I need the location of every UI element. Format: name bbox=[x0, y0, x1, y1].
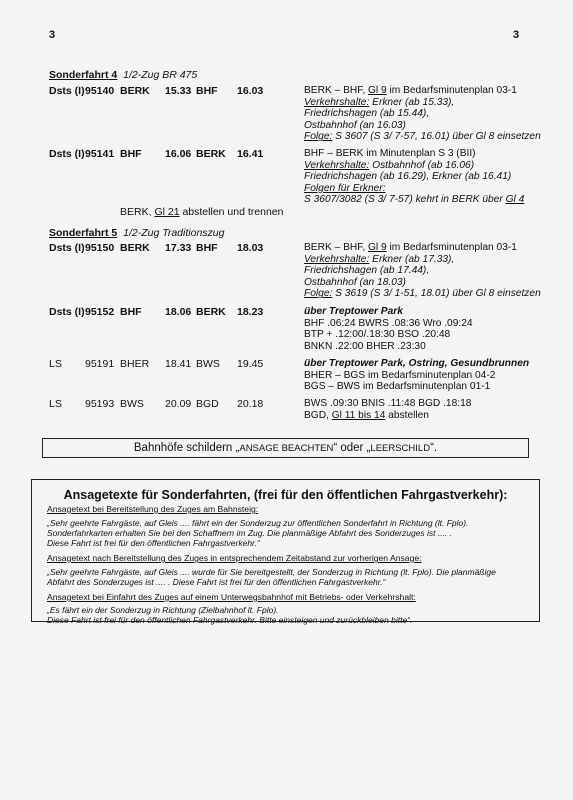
train-number: 95140 bbox=[85, 85, 115, 97]
to-station: BGD bbox=[196, 398, 219, 410]
row-remarks: BERK – BHF, Gl 9 im Bedarfsminutenplan 03-1 Verkehrshalte: Erkner (ab 17.33), Friedrichshagen (ab 17.44), Ostbahnhof (an 18.03) Folge: S 3619 (S 3/ 1-51, 18.01) über Gl 8 einsetzen bbox=[304, 242, 541, 300]
arrival-time: 16.41 bbox=[237, 148, 264, 160]
arrival-time: 19.45 bbox=[237, 358, 264, 370]
from-station: BHF bbox=[120, 306, 142, 318]
arrival-time: 20.18 bbox=[237, 398, 264, 410]
from-station: BHER bbox=[120, 358, 150, 370]
page-number-left: 3 bbox=[49, 29, 56, 41]
train-type: Dsts (I) bbox=[49, 85, 85, 97]
departure-time: 17.33 bbox=[165, 242, 192, 254]
to-station: BHF bbox=[196, 85, 218, 97]
from-station: BERK bbox=[120, 85, 150, 97]
row-remarks: über Treptower Park, Ostring, Gesundbrunnen BHER – BGS im Bedarfsminutenplan 04-2 BGS – BWS im Bedarfsminutenplan 01-1 bbox=[304, 358, 530, 393]
train-type: Dsts (I) bbox=[49, 242, 85, 254]
train-type: Dsts (I) bbox=[49, 148, 85, 160]
abstell-note: BERK, Gl 21 abstellen und trennen bbox=[120, 206, 284, 218]
arrival-time: 18.03 bbox=[237, 242, 264, 254]
departure-time: 20.09 bbox=[165, 398, 192, 410]
announcement-text: „Sehr geehrte Fahrgäste, auf Gleis .... wurde für Sie bereitgestellt, der Sonderzug in Richtung (lt. Fplo). Die planmäßige Abfahrt des Sonderzuges ist .... . Diese Fahrt ist frei für den öffentlichen Fahrgastverkehr.“ bbox=[47, 567, 496, 587]
announcement-heading: Ansagetext nach Bereitstellung des Zuges in entsprechendem Zeitabstand zur vorherigen Ansage: bbox=[47, 553, 422, 563]
to-station: BHF bbox=[196, 242, 218, 254]
announcement-text: „Es fährt ein der Sonderzug in Richtung (Zielbahnhof lt. Fplo). Diese Fahrt ist frei für den öffentlichen Fahrgastverkehr. Bitte einsteigen und zurückbleiben bitte“. bbox=[47, 605, 413, 625]
arrival-time: 18.23 bbox=[237, 306, 264, 318]
train-number: 95152 bbox=[85, 306, 115, 318]
section-subtitle: 1/2-Zug Traditionszug bbox=[123, 227, 225, 239]
train-number: 95191 bbox=[85, 358, 115, 370]
row-remarks: BWS .09:30 BNIS .11:48 BGD .18:18 BGD, Gl 11 bis 14 abstellen bbox=[304, 398, 472, 421]
page-number-right: 3 bbox=[513, 29, 520, 41]
announcement-heading: Ansagetext bei Bereitstellung des Zuges am Bahnsteig: bbox=[47, 504, 259, 514]
from-station: BWS bbox=[120, 398, 144, 410]
announcement-text: „Sehr geehrte Fahrgäste, auf Gleis .... fährt ein der Sonderzug zur öffentlichen Sonderfahrt in Richtung (lt. Fplo). Sonderfahrkarten erhalten Sie bei den Schaffnern im Zug. Die planmäßige Abfahrt des Sonderzuges ist .... . Diese Fahrt ist frei für den öffentlichen Fahrgastverkehr.“ bbox=[47, 518, 469, 548]
section-subtitle: 1/2-Zug BR 475 bbox=[123, 69, 198, 81]
arrival-time: 16.03 bbox=[237, 85, 264, 97]
station-notice-box: Bahnhöfe schildern „ANSAGE BEACHTEN“ oder „LEERSCHILD“. bbox=[42, 438, 529, 458]
train-type: LS bbox=[49, 398, 62, 410]
from-station: BERK bbox=[120, 242, 150, 254]
announcement-box bbox=[31, 479, 540, 625]
section-heading bbox=[49, 69, 197, 81]
announcement-title: Ansagetexte für Sonderfahrten, (frei für den öffentlichen Fahrgastverkehr): bbox=[63, 488, 508, 502]
to-station: BERK bbox=[196, 306, 226, 318]
row-remarks: BHF – BERK im Minutenplan S 3 (BII) Verkehrshalte: Ostbahnhof (ab 16.06) Friedrichshagen (ab 16.29), Erkner (ab 16.41) Folgen für Erkner: S 3607/3082 (S 3/ 7-57) kehrt in BERK über Gl 4 bbox=[304, 148, 525, 206]
from-station: BHF bbox=[120, 148, 142, 160]
train-number: 95141 bbox=[85, 148, 115, 160]
departure-time: 18.41 bbox=[165, 358, 192, 370]
departure-time: 15.33 bbox=[165, 85, 192, 97]
departure-time: 16.06 bbox=[165, 148, 192, 160]
departure-time: 18.06 bbox=[165, 306, 192, 318]
train-number: 95150 bbox=[85, 242, 115, 254]
row-remarks: über Treptower Park BHF .06:24 BWRS .08:36 Wro .09:24 BTP + .12:00/.18:30 BSO .20:48 BNKN .22:00 BHER .23:30 bbox=[304, 306, 473, 352]
section-heading bbox=[49, 227, 224, 239]
to-station: BERK bbox=[196, 148, 226, 160]
train-number: 95193 bbox=[85, 398, 115, 410]
row-remarks: BERK – BHF, Gl 9 im Bedarfsminutenplan 03-1 Verkehrshalte: Erkner (ab 15.33), Friedrichshagen (ab 15.44), Ostbahnhof (an 16.03) Folge: S 3607 (S 3/ 7-57, 16.01) über Gl 8 einsetzen bbox=[304, 85, 541, 143]
announcement-heading: Ansagetext bei Einfahrt des Zuges auf einem Unterwegsbahnhof mit Betriebs- oder Verkehrshalt: bbox=[47, 592, 416, 602]
section-title: Sonderfahrt 5 bbox=[49, 227, 118, 239]
train-type: Dsts (I) bbox=[49, 306, 85, 318]
to-station: BWS bbox=[196, 358, 220, 370]
train-type: LS bbox=[49, 358, 62, 370]
section-title: Sonderfahrt 4 bbox=[49, 69, 118, 81]
